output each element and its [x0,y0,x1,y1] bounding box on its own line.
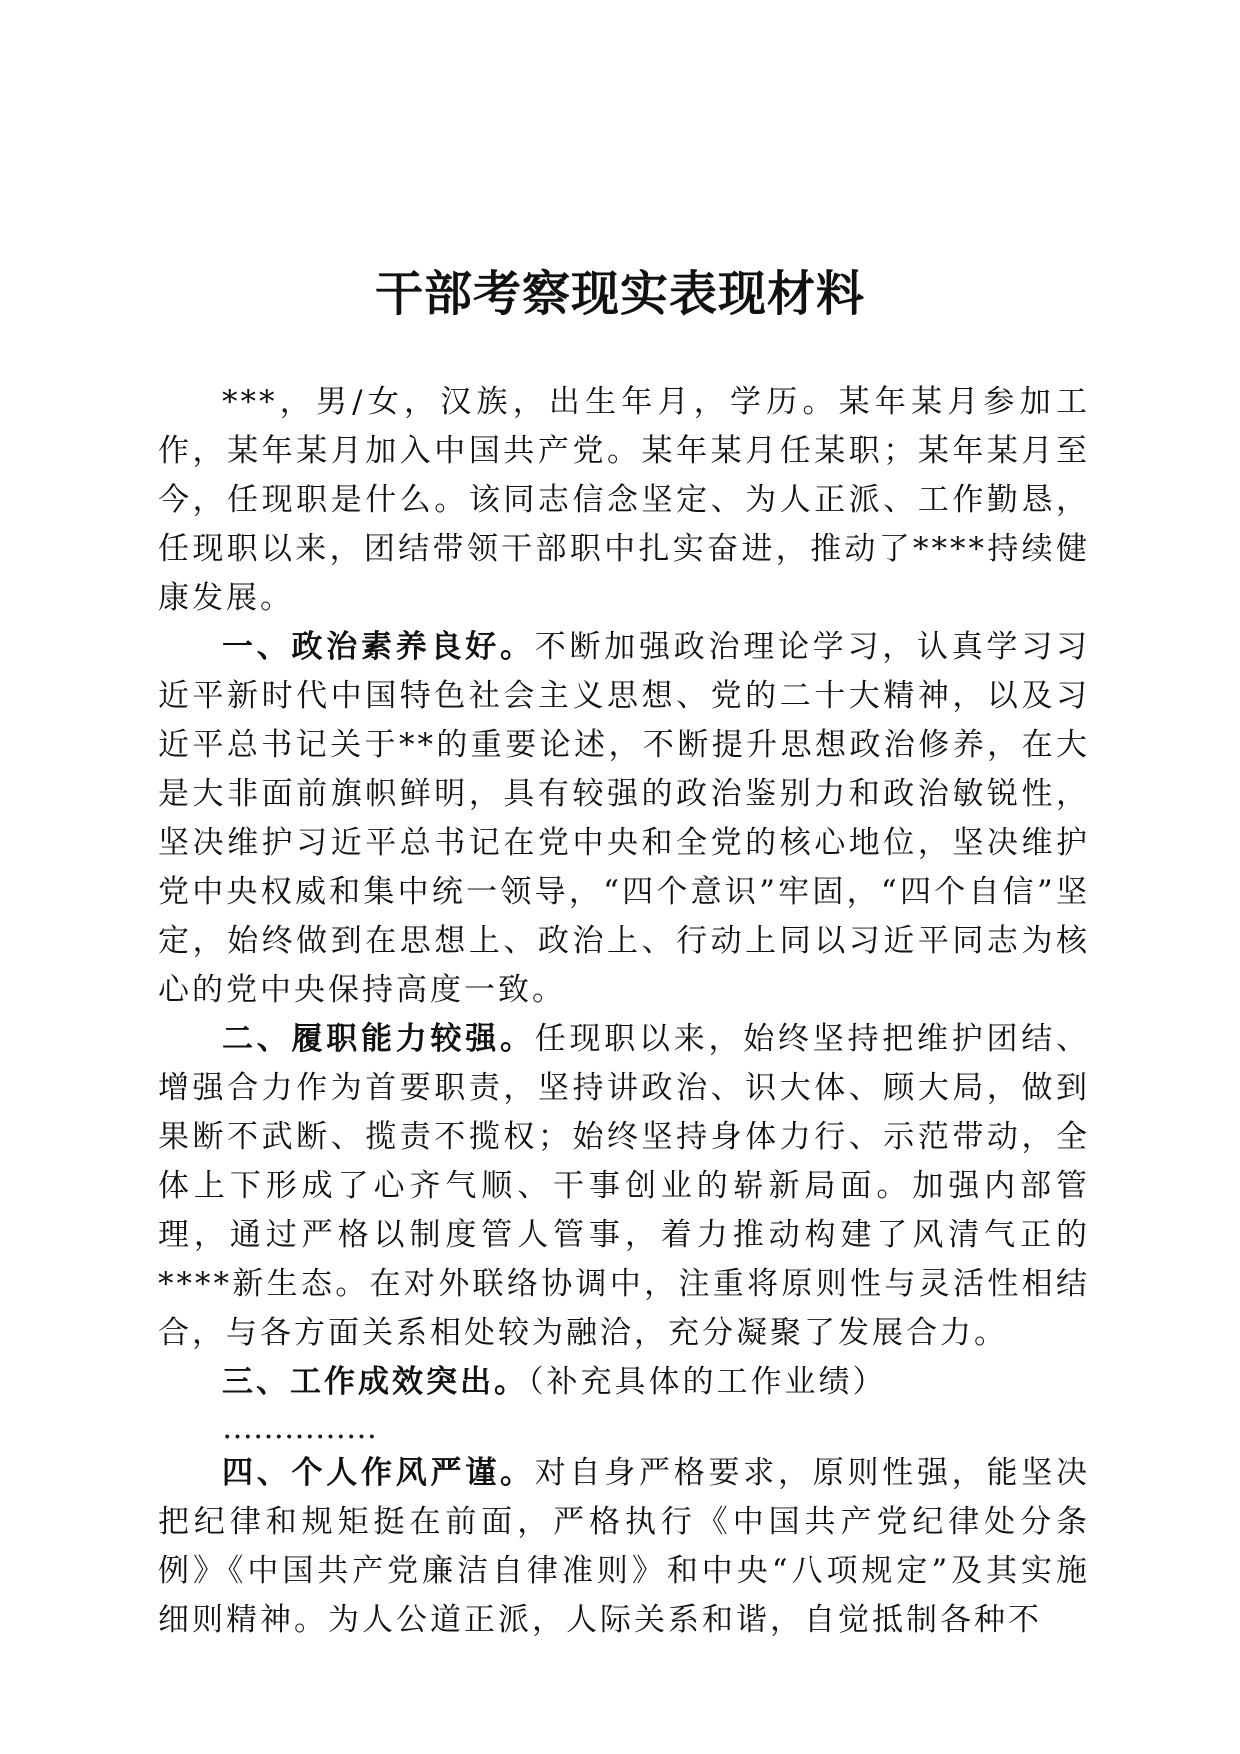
section-text-4: 对自身严格要求，原则性强，能坚决把纪律和规矩挺在前面，严格执行《中国共产党纪律处分条例》《中国共产党廉洁自律准则》和中央“八项规定”及其实施细则精神。为人公道正派，人际关系和谐，自觉抵制各种不 [158,1455,1090,1638]
section-heading-1: 一、政治素养良好。 [222,629,535,665]
section-paragraph-4 [158,1449,1090,1645]
ellipsis-line: …………… [222,1410,377,1446]
section-paragraph-2 [158,1015,1090,1358]
section-paragraph-1 [158,623,1090,1015]
section-heading-2: 二、履职能力较强。 [222,1021,535,1057]
document-title: 干部考察现实表现材料 [374,266,865,322]
section-text-1: 不断加强政治理论学习，认真学习习近平新时代中国特色社会主义思想、党的二十大精神，以及习近平总书记关于**的重要论述，不断提升思想政治修养，在大是大非面前旗帜鲜明，具有较强的政治鉴别力和政治敏锐性，坚决维护习近平总书记在党中央和全党的核心地位，坚决维护党中央权威和集中统一领导，“四个意识”牢固，“四个自信”坚定，始终做到在思想上、政治上、行动上同以习近平同志为核心的党中央保持高度一致。 [158,629,1090,1008]
intro-paragraph: ***，男/女，汉族，出生年月，学历。某年某月参加工作，某年某月加入中国共产党。某年某月任某职；某年某月至今，任现职是什么。该同志信念坚定、为人正派、工作勤恳，任现职以来，团结带领干部职中扎实奋进，推动了****持续健康发展。 [158,384,1090,616]
section-text-2: 任现职以来，始终坚持把维护团结、增强合力作为首要职责，坚持讲政治、识大体、顾大局，做到果断不武断、揽责不揽权；始终坚持身体力行、示范带动，全体上下形成了心齐气顺、干事创业的崭新局面。加强内部管理，通过严格以制度管人管事，着力推动构建了风清气正的****新生态。在对外联络协调中，注重将原则性与灵活性相结合，与各方面关系相处较为融洽，充分凝聚了发展合力。 [158,1021,1090,1351]
section-paragraph-3 [158,1358,1090,1407]
document-body [158,378,1090,1645]
section-heading-3: 三、工作成效突出。 [222,1364,528,1400]
section-text-3: （补充具体的工作业绩） [528,1364,887,1400]
section-heading-4: 四、个人作风严谨。 [222,1455,535,1491]
